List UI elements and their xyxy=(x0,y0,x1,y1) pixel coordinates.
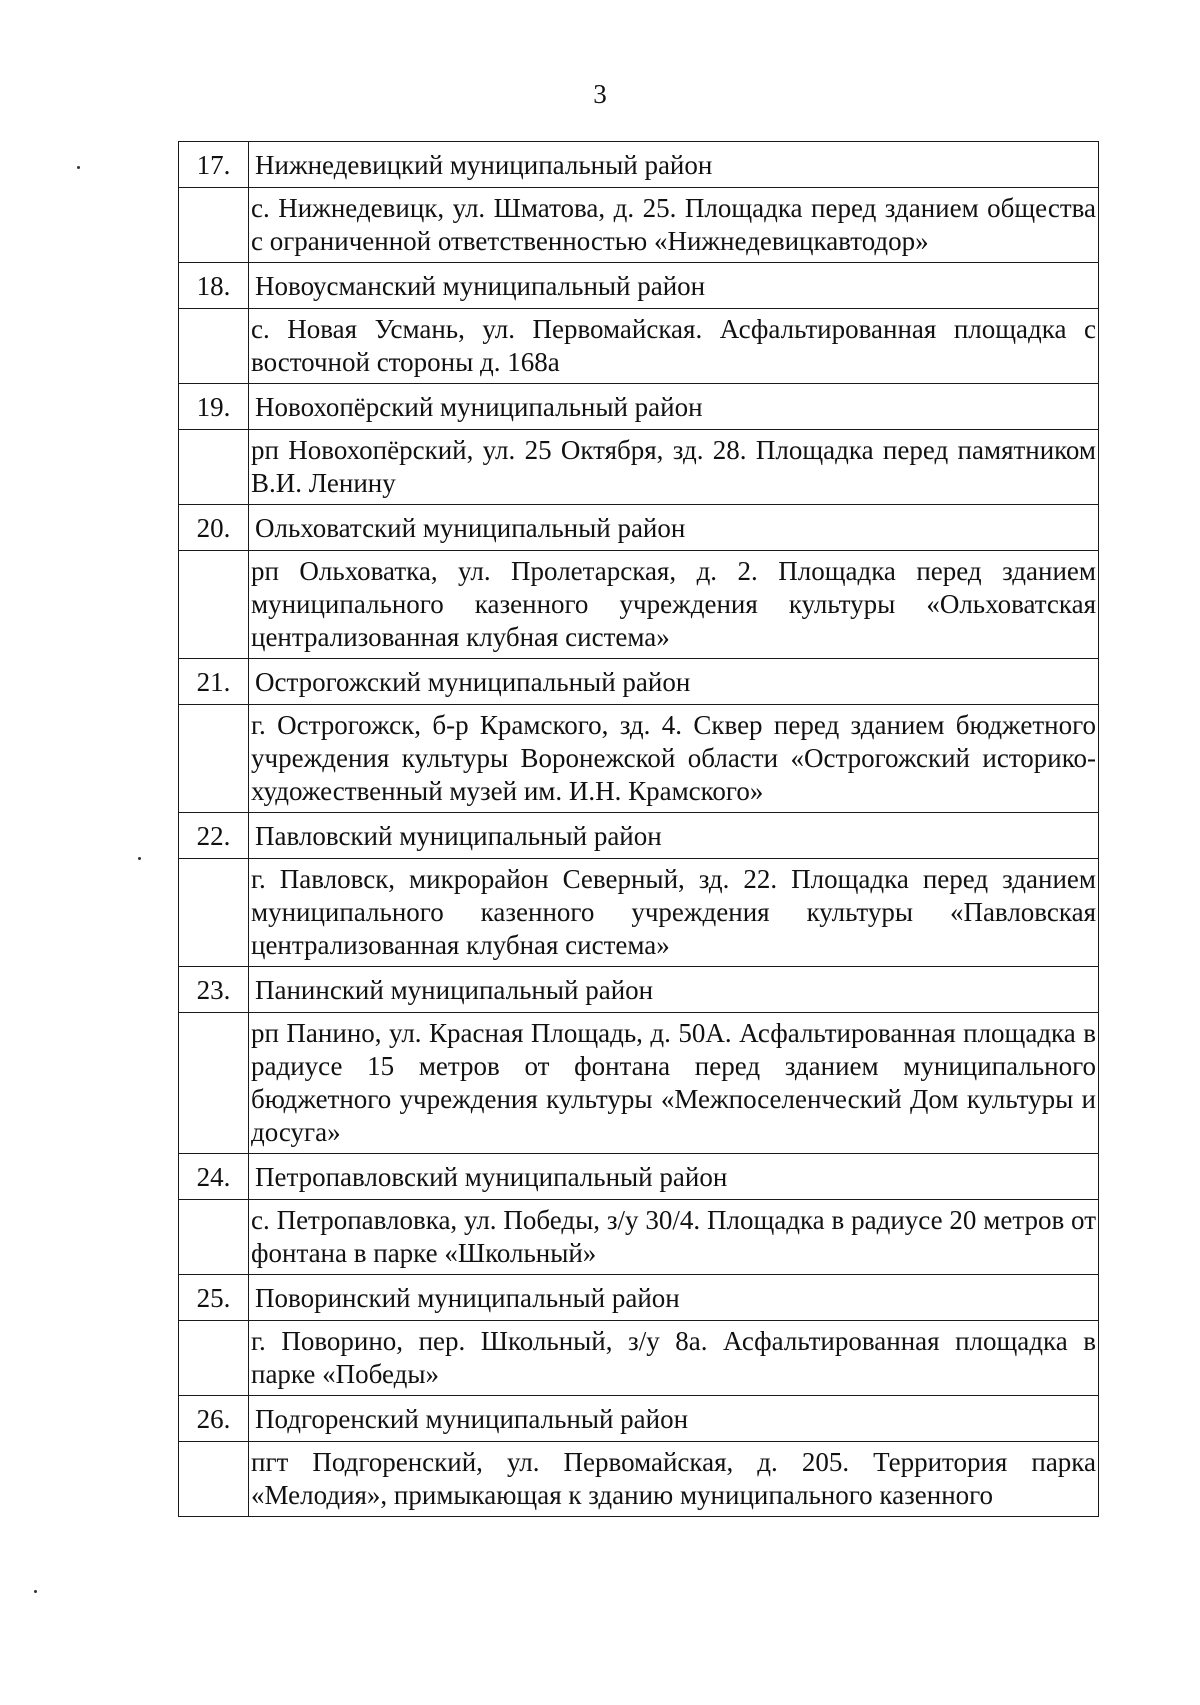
address-row xyxy=(179,1200,1099,1275)
address-row xyxy=(179,551,1099,659)
district-name: Новохопёрский муниципальный район xyxy=(249,384,1099,430)
empty-number-cell xyxy=(179,1013,249,1154)
address-row xyxy=(179,309,1099,384)
scan-speck xyxy=(34,1590,37,1593)
scan-speck xyxy=(77,166,80,169)
entry-number: 19. xyxy=(179,384,249,430)
entry-number: 25. xyxy=(179,1275,249,1321)
address-row xyxy=(179,188,1099,263)
empty-number-cell xyxy=(179,188,249,263)
empty-number-cell xyxy=(179,859,249,967)
address-row xyxy=(179,1013,1099,1154)
district-row xyxy=(179,659,1099,705)
entry-number: 26. xyxy=(179,1396,249,1442)
district-row xyxy=(179,142,1099,188)
address-text: рп Ольховатка, ул. Пролетарская, д. 2. Площадка перед зданием муниципального казенного учреждения культуры «Ольховатская централизованная клубная система» xyxy=(249,551,1099,659)
address-text: пгт Подгоренский, ул. Первомайская, д. 205. Территория парка «Мелодия», примыкающая к зданию муниципального казенного xyxy=(249,1442,1099,1517)
district-row xyxy=(179,384,1099,430)
empty-number-cell xyxy=(179,309,249,384)
address-text: с. Новая Усмань, ул. Первомайская. Асфальтированная площадка с восточной стороны д. 168а xyxy=(249,309,1099,384)
address-text: г. Острогожск, б-р Крамского, зд. 4. Сквер перед зданием бюджетного учреждения культуры Воронежской области «Острогожский историко-художественный музей им. И.Н. Крамского» xyxy=(249,705,1099,813)
district-row xyxy=(179,813,1099,859)
district-row xyxy=(179,1154,1099,1200)
entry-number: 24. xyxy=(179,1154,249,1200)
address-row xyxy=(179,705,1099,813)
district-row xyxy=(179,505,1099,551)
scan-speck xyxy=(138,857,141,860)
entry-number: 18. xyxy=(179,263,249,309)
address-text: с. Петропавловка, ул. Победы, з/у 30/4. Площадка в радиусе 20 метров от фонтана в парке «Школьный» xyxy=(249,1200,1099,1275)
address-text: с. Нижнедевицк, ул. Шматова, д. 25. Площадка перед зданием общества с ограниченной ответственностью «Нижнедевицкавтодор» xyxy=(249,188,1099,263)
district-name: Острогожский муниципальный район xyxy=(249,659,1099,705)
page-number: 3 xyxy=(593,79,607,109)
district-row xyxy=(179,1275,1099,1321)
district-name: Ольховатский муниципальный район xyxy=(249,505,1099,551)
address-row xyxy=(179,430,1099,505)
locations-table xyxy=(178,141,1099,1517)
district-row xyxy=(179,967,1099,1013)
address-text: г. Павловск, микрорайон Северный, зд. 22. Площадка перед зданием муниципального казенного учреждения культуры «Павловская централизованная клубная система» xyxy=(249,859,1099,967)
district-name: Панинский муниципальный район xyxy=(249,967,1099,1013)
address-row xyxy=(179,859,1099,967)
empty-number-cell xyxy=(179,1442,249,1517)
district-name: Петропавловский муниципальный район xyxy=(249,1154,1099,1200)
district-name: Новоусманский муниципальный район xyxy=(249,263,1099,309)
district-name: Павловский муниципальный район xyxy=(249,813,1099,859)
address-text: г. Поворино, пер. Школьный, з/у 8а. Асфальтированная площадка в парке «Победы» xyxy=(249,1321,1099,1396)
district-name: Подгоренский муниципальный район xyxy=(249,1396,1099,1442)
empty-number-cell xyxy=(179,1200,249,1275)
entry-number: 21. xyxy=(179,659,249,705)
empty-number-cell xyxy=(179,705,249,813)
empty-number-cell xyxy=(179,1321,249,1396)
district-row xyxy=(179,1396,1099,1442)
entry-number: 23. xyxy=(179,967,249,1013)
entry-number: 22. xyxy=(179,813,249,859)
entry-number: 17. xyxy=(179,142,249,188)
address-text: рп Новохопёрский, ул. 25 Октября, зд. 28. Площадка перед памятником В.И. Ленину xyxy=(249,430,1099,505)
address-row xyxy=(179,1442,1099,1517)
district-name: Нижнедевицкий муниципальный район xyxy=(249,142,1099,188)
empty-number-cell xyxy=(179,430,249,505)
district-row xyxy=(179,263,1099,309)
entry-number: 20. xyxy=(179,505,249,551)
address-text: рп Панино, ул. Красная Площадь, д. 50А. Асфальтированная площадка в радиусе 15 метров от фонтана перед зданием муниципального бюджетного учреждения культуры «Межпоселенческий Дом культуры и досуга» xyxy=(249,1013,1099,1154)
empty-number-cell xyxy=(179,551,249,659)
address-row xyxy=(179,1321,1099,1396)
district-name: Поворинский муниципальный район xyxy=(249,1275,1099,1321)
